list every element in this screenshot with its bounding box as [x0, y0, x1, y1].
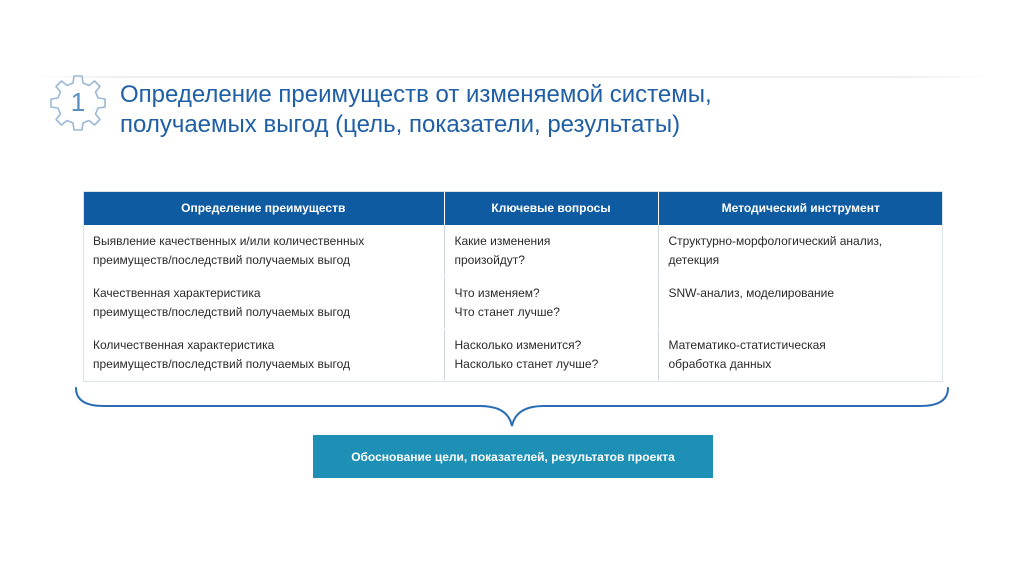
cell-line: Насколько изменится? [454, 338, 582, 352]
cell-benefit [83, 225, 444, 277]
cell-line: Выявление качественных и/или количественных [93, 234, 365, 248]
cell-line: детекция [668, 253, 720, 267]
cell-line: Какие изменения [454, 234, 551, 248]
cell-tool [658, 277, 943, 329]
slide-title [120, 80, 880, 140]
cell-benefit [83, 277, 444, 329]
cell-benefit [83, 329, 444, 381]
cell-tool [658, 329, 943, 381]
cell-line: Что станет лучше? [454, 305, 560, 319]
project-justification-box: Обоснование цели, показателей, результатов проекта [313, 435, 713, 478]
step-number: 1 [70, 86, 86, 117]
header-key-questions: Ключевые вопросы [444, 191, 658, 225]
cell-line: Структурно-морфологический анализ, [668, 234, 883, 248]
header-benefits: Определение преимуществ [83, 191, 444, 225]
cell-line: преимуществ/последствий получаемых выгод [93, 253, 350, 267]
cell-tool [658, 225, 943, 277]
cell-question [444, 277, 658, 329]
brace-icon [70, 380, 954, 432]
cell-question [444, 225, 658, 277]
table-row [83, 277, 943, 329]
header-method-tool: Методический инструмент [658, 191, 943, 225]
cell-line: SNW-анализ, моделирование [668, 286, 835, 300]
cell-question [444, 329, 658, 381]
cell-line: произойдут? [454, 253, 525, 267]
cell-line: преимуществ/последствий получаемых выгод [93, 305, 350, 319]
cell-line: преимуществ/последствий получаемых выгод [93, 357, 350, 371]
top-divider [30, 76, 994, 78]
cell-line: Что изменяем? [454, 286, 540, 300]
title-line-1: Определение преимуществ от изменяемой системы, [120, 81, 712, 108]
cell-line: Математико-статистическая [668, 338, 826, 352]
cell-line: Качественная характеристика [93, 286, 261, 300]
benefits-table [83, 191, 943, 380]
cell-line: Насколько станет лучше? [454, 357, 599, 371]
cell-line: Количественная характеристика [93, 338, 275, 352]
table-header-row [83, 191, 943, 225]
cell-line: обработка данных [668, 357, 772, 371]
table-row [83, 225, 943, 277]
table-row [83, 329, 943, 381]
title-line-2: получаемых выгод (цель, показатели, результаты) [120, 111, 681, 138]
